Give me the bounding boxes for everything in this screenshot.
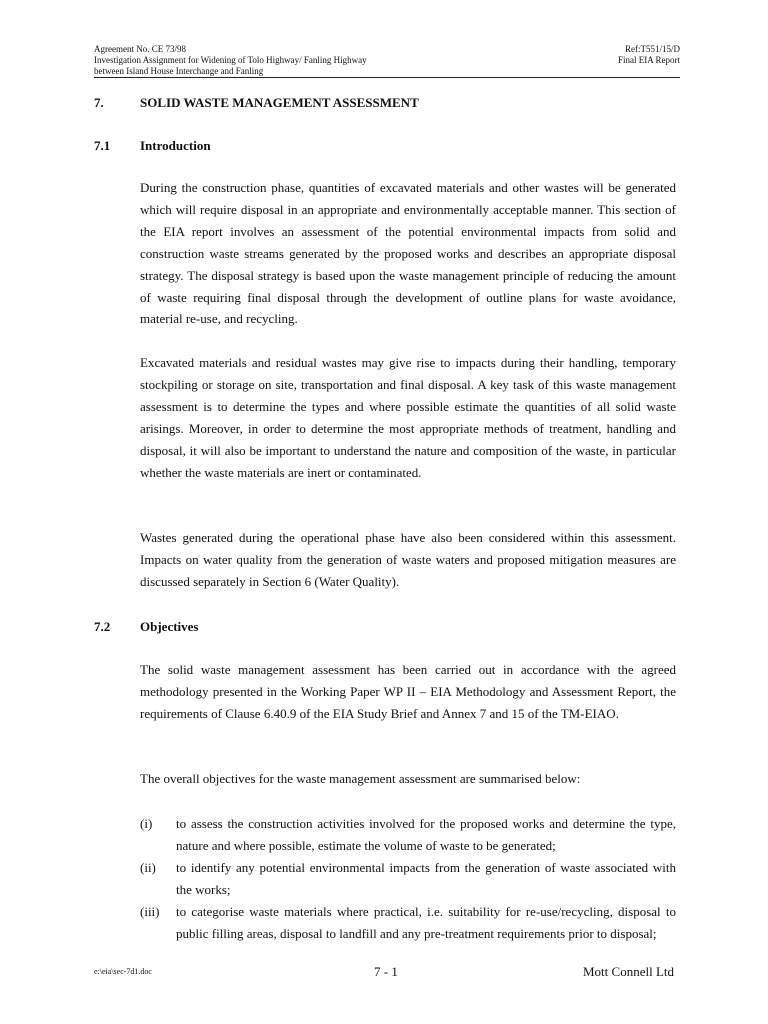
subsection-number: 7.1 [94,138,111,153]
header-ref: Ref:T551/15/D [625,44,680,54]
paragraph: Excavated materials and residual wastes may give rise to impacts during their handling, temporary stockpiling or storage on site, transportation and final disposal. A key task of this waste management assessment is to determine the types and where possible estimate the quantities of all solid waste arisings. Moreover, in order to determine the most appropriate methods of treatment, handling and disposal, it will also be important to understand the nature and composition of the waste, in particular whether the waste materials are inert or contaminated. [140,355,676,480]
list-item [140,813,676,857]
section-title: SOLID WASTE MANAGEMENT ASSESSMENT [140,95,419,110]
list-marker: (iii) [140,903,160,919]
paragraph: The solid waste management assessment has been carried out in accordance with the agreed methodology presented in the Working Paper WP II – EIA Methodology and Assessment Report, the requirements of Clause 6.40.9 of the EIA Study Brief and Annex 7 and 15 of the TM-EIAO. [140,662,676,721]
header-divider [94,77,680,78]
header-agreement: Agreement No. CE 73/98 [94,44,186,54]
objectives-list [140,813,676,944]
subsection-title: Objectives [140,619,199,634]
subsection-title: Introduction [140,138,211,153]
paragraph: The overall objectives for the waste management assessment are summarised below: [140,771,581,786]
list-marker: (i) [140,816,153,831]
list-marker: (ii) [140,859,156,875]
paragraph: Wastes generated during the operational phase have also been considered within this assessment. Impacts on water quality from the generation of waste waters and proposed mitigation measures are discussed separately in Section 6 (Water Quality). [140,530,676,589]
header-left [94,44,514,77]
list-item [140,857,676,901]
header-right [618,44,680,66]
footer-file-path: e:\eia\sec-7d1.doc [94,967,152,976]
page-footer [94,964,680,980]
list-item-text: to assess the construction activities involved for the proposed works and determine the type, nature and where possible, estimate the volume of waste to be generated; [176,816,676,853]
page-number: 7 - 1 [374,964,398,979]
header-report-type: Final EIA Report [618,55,680,65]
section-number: 7. [94,95,104,110]
footer-company: Mott Connell Ltd [583,964,674,979]
subsection-number: 7.2 [94,619,111,634]
list-item-text: to identify any potential environmental impacts from the generation of waste associated with the works; [176,859,676,897]
header-location: between Island House Interchange and Fanling [94,66,264,76]
list-item-text: to categorise waste materials where practical, i.e. suitability for re-use/recycling, disposal to public filling areas, disposal to landfill and any pre-treatment requirements prior to disposal; [176,903,676,941]
header-assignment: Investigation Assignment for Widening of Tolo Highway/ Fanling Highway [94,55,367,65]
paragraph: During the construction phase, quantities of excavated materials and other wastes will be generated which will require disposal in an appropriate and environmentally acceptable manner. This section of the EIA report involves an assessment of the potential environmental impacts from solid and construction waste streams generated by the proposed works and describes an appropriate disposal strategy. The disposal strategy is based upon the waste management principle of reducing the amount of waste requiring final disposal through the development of outline plans for waste avoidance, material re-use, and recycling. [140,180,676,327]
list-item [140,901,676,945]
